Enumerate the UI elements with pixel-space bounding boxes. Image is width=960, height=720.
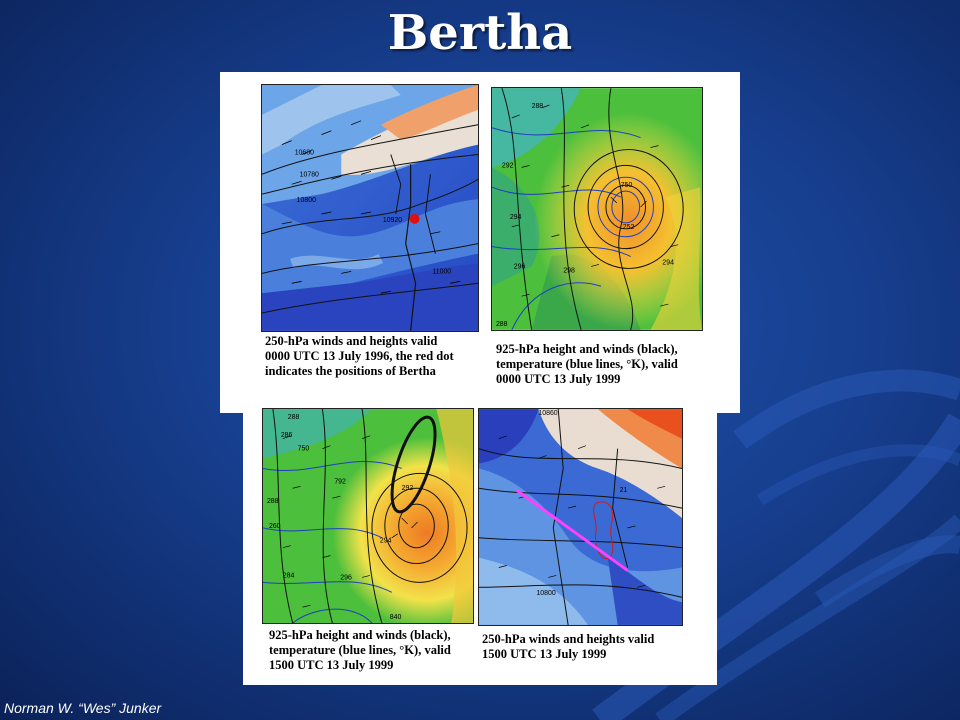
map-250hpa-1500utc [478,408,683,626]
contour-label: 288 [531,102,544,110]
contour-label: 10800 [296,197,316,205]
contour-label: 296 [340,574,352,582]
contour-label: 298 [563,267,575,275]
contour-label: 292 [401,485,414,493]
contour-label: 288 [495,320,508,328]
caption-bottom-left: 925-hPa height and winds (black), temperature (blue lines, °K), valid 1500 UTC 13 July 1999 [269,628,451,672]
contour-label: 252 [622,223,635,231]
contour-label: 10920 [382,216,403,224]
contour-label: 294 [509,213,522,221]
contour-label: 792 [334,478,346,486]
bertha-position-red-dot [410,214,420,224]
map-250hpa-0000utc [261,84,479,332]
contour-label: 288 [266,498,279,506]
top-figure-panel [220,72,740,413]
map-925hpa-0000utc [491,87,703,331]
contour-label: 10680 [294,149,314,157]
caption-top-left: 250-hPa winds and heights valid 0000 UTC 13 July 1996, the red dot indicates the positions of Bertha [265,334,454,378]
contour-label: 260 [268,522,281,530]
contour-label: 296 [513,263,526,271]
contour-label: 21 [619,487,628,495]
contour-label: 294 [662,259,674,267]
contour-label: 840 [389,614,402,622]
contour-label: 10860 [538,410,558,418]
contour-label: 286 [280,431,293,439]
contour-label: 292 [501,162,514,170]
contour-label: 284 [282,572,295,580]
map-925hpa-1500utc [262,408,474,624]
contour-label: 294 [379,537,392,545]
contour-label: 288 [287,413,300,421]
contour-label: 10800 [536,590,556,598]
caption-top-right: 925-hPa height and winds (black), temperature (blue lines, °K), valid 0000 UTC 13 July 1999 [496,342,678,386]
contour-label: 750 [297,445,310,453]
slide-title: Bertha [387,5,573,61]
author-credit: Norman W. “Wes” Junker [4,700,162,716]
caption-bottom-right: 250-hPa winds and heights valid 1500 UTC 13 July 1999 [482,632,655,661]
contour-label: 10780 [299,171,319,179]
bottom-figure-panel [243,408,717,685]
contour-label: 11000 [432,268,452,276]
contour-label: 750 [620,182,633,190]
